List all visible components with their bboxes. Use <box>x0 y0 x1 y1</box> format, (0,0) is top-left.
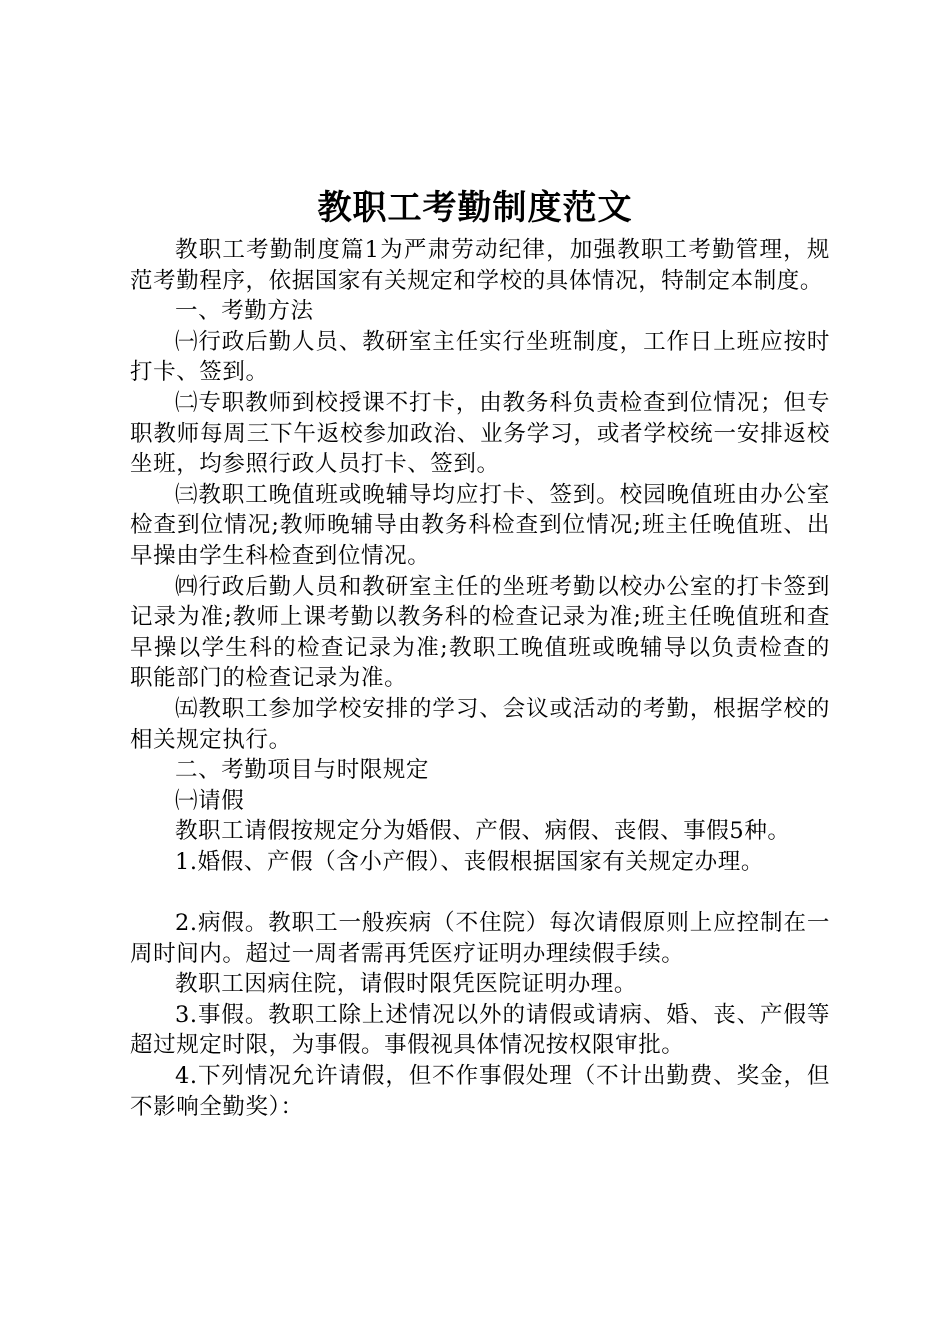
paragraph-leave-2-note: 教职工因病住院，请假时限凭医院证明办理。 <box>175 971 638 998</box>
paragraph-item-5: ㈤教职工参加学校安排的学习、会议或活动的考勤，根据学校的相关规定执行。 <box>130 695 830 753</box>
paragraph-leave-4: 4.下列情况允许请假，但不作事假处理（不计出勤费、奖金，但不影响全勤奖）： <box>130 1063 830 1120</box>
paragraph-item-4: ㈣行政后勤人员和教研室主任的坐班考勤以校办公室的打卡签到记录为准;教师上课考勤以教务科的检查记录为准;班主任晚值班和查早操以学生科的检查记录为准;教职工晚值班或晚辅导以负责检查的职能部门的检查记录为准。 <box>130 573 830 692</box>
paragraph-leave-types: 教职工请假按规定分为婚假、产假、病假、丧假、事假5种。 <box>175 818 791 845</box>
paragraph-item-3: ㈢教职工晚值班或晚辅导均应打卡、签到。校园晚值班由办公室检查到位情况;教师晚辅导由教务科检查到位情况;班主任晚值班、出早操由学生科检查到位情况。 <box>130 481 830 569</box>
section-heading-1: 一、考勤方法 <box>175 298 314 325</box>
paragraph-intro: 教职工考勤制度篇1为严肃劳动纪律，加强教职工考勤管理，规范考勤程序，依据国家有关规定和学校的具体情况，特制定本制度。 <box>130 237 830 294</box>
paragraph-item-1: ㈠行政后勤人员、教研室主任实行坐班制度，工作日上班应按时打卡、签到。 <box>130 328 830 386</box>
paragraph-leave-2: 2.病假。教职工一般疾病（不住院）每次请假原则上应控制在一周时间内。超过一周者需再凭医疗证明办理续假手续。 <box>130 910 830 967</box>
paragraph-leave-1: 1.婚假、产假（含小产假）、丧假根据国家有关规定办理。 <box>175 848 764 875</box>
paragraph-leave-3: 3.事假。教职工除上述情况以外的请假或请病、婚、丧、产假等超过规定时限，为事假。事假视具体情况按权限审批。 <box>130 1001 830 1059</box>
paragraph-item-2: ㈡专职教师到校授课不打卡，由教务科负责检查到位情况；但专职教师每周三下午返校参加政治、业务学习，或者学校统一安排返校坐班，均参照行政人员打卡、签到。 <box>130 389 830 478</box>
subsection-heading-leave: ㈠请假 <box>175 787 245 814</box>
blank-line <box>130 877 830 908</box>
document-body <box>130 235 830 1122</box>
document-title: 教职工考勤制度范文 <box>317 188 633 228</box>
section-heading-2: 二、考勤项目与时限规定 <box>175 757 430 784</box>
